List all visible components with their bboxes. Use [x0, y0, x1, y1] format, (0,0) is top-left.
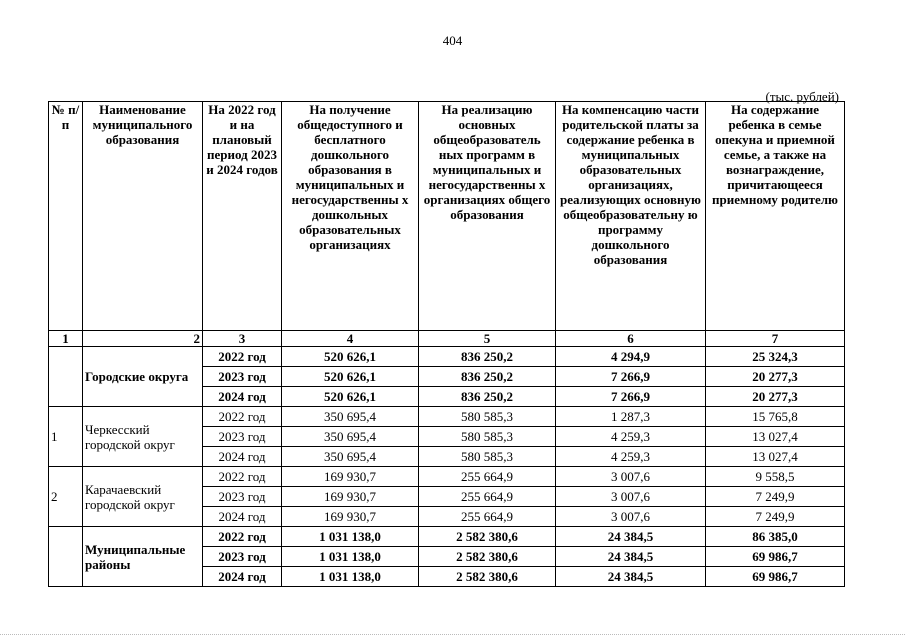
value-cell-c6: 3 007,6 — [556, 487, 706, 507]
value-cell-c6: 4 259,3 — [556, 447, 706, 467]
value-cell-c6: 4 294,9 — [556, 347, 706, 367]
units-caption: (тыс. рублей) — [765, 89, 839, 104]
value-cell-c6: 24 384,5 — [556, 547, 706, 567]
header-municipality: Наименование муниципального образования — [83, 102, 203, 331]
value-cell-c5: 255 664,9 — [419, 467, 556, 487]
header-compensation: На компенсацию части родительской платы за содержание ребенка в муниципальных образовательных организациях, реализующих основную общеобразовательну ю программу дошкольного образования — [556, 102, 706, 331]
value-cell-c7: 20 277,3 — [706, 387, 845, 407]
column-number-row — [49, 331, 845, 347]
value-cell-c5: 2 582 380,6 — [419, 567, 556, 587]
year-cell: 2022 год — [203, 407, 282, 427]
value-cell-c5: 836 250,2 — [419, 387, 556, 407]
municipality-name: Муниципальные районы — [83, 527, 203, 587]
value-cell-c7: 25 324,3 — [706, 347, 845, 367]
value-cell-c5: 580 585,3 — [419, 407, 556, 427]
value-cell-c7: 69 986,7 — [706, 567, 845, 587]
row-index — [49, 527, 83, 587]
value-cell-c6: 4 259,3 — [556, 427, 706, 447]
year-cell: 2022 год — [203, 467, 282, 487]
scan-edge-line — [0, 634, 905, 635]
value-cell-c6: 24 384,5 — [556, 567, 706, 587]
year-cell: 2023 год — [203, 367, 282, 387]
year-cell: 2024 год — [203, 507, 282, 527]
value-cell-c4: 350 695,4 — [282, 407, 419, 427]
header-guardian-care: На содержание ребенка в семье опекуна и приемной семье, а также на вознаграждение, причитающееся приемному родителю — [706, 102, 845, 331]
column-number: 4 — [282, 331, 419, 347]
header-row — [49, 102, 845, 331]
table-row — [49, 407, 845, 427]
column-number: 6 — [556, 331, 706, 347]
value-cell-c4: 169 930,7 — [282, 507, 419, 527]
value-cell-c5: 2 582 380,6 — [419, 527, 556, 547]
value-cell-c5: 2 582 380,6 — [419, 547, 556, 567]
column-number: 3 — [203, 331, 282, 347]
row-index — [49, 347, 83, 407]
row-index: 1 — [49, 407, 83, 467]
value-cell-c4: 169 930,7 — [282, 487, 419, 507]
year-cell: 2023 год — [203, 487, 282, 507]
value-cell-c6: 24 384,5 — [556, 527, 706, 547]
value-cell-c7: 7 249,9 — [706, 507, 845, 527]
value-cell-c6: 7 266,9 — [556, 387, 706, 407]
budget-table — [48, 101, 845, 587]
year-cell: 2022 год — [203, 347, 282, 367]
year-cell: 2024 год — [203, 387, 282, 407]
value-cell-c5: 255 664,9 — [419, 507, 556, 527]
value-cell-c4: 520 626,1 — [282, 367, 419, 387]
value-cell-c7: 13 027,4 — [706, 447, 845, 467]
value-cell-c6: 1 287,3 — [556, 407, 706, 427]
value-cell-c4: 520 626,1 — [282, 387, 419, 407]
value-cell-c4: 520 626,1 — [282, 347, 419, 367]
value-cell-c7: 7 249,9 — [706, 487, 845, 507]
municipality-name: Черкесский городской округ — [83, 407, 203, 467]
municipality-name: Городские округа — [83, 347, 203, 407]
column-number: 7 — [706, 331, 845, 347]
header-general-education: На реализацию основных общеобразователь ных программ в муниципальных и негосударственны х организациях общего образования — [419, 102, 556, 331]
value-cell-c4: 1 031 138,0 — [282, 547, 419, 567]
value-cell-c7: 9 558,5 — [706, 467, 845, 487]
value-cell-c4: 1 031 138,0 — [282, 527, 419, 547]
header-period: На 2022 год и на плановый период 2023 и 2024 годов — [203, 102, 282, 331]
value-cell-c6: 7 266,9 — [556, 367, 706, 387]
table-row — [49, 467, 845, 487]
column-number: 1 — [49, 331, 83, 347]
municipality-name: Карачаевский городской округ — [83, 467, 203, 527]
value-cell-c5: 836 250,2 — [419, 347, 556, 367]
header-number: № п/п — [49, 102, 83, 331]
value-cell-c5: 255 664,9 — [419, 487, 556, 507]
row-index: 2 — [49, 467, 83, 527]
value-cell-c7: 15 765,8 — [706, 407, 845, 427]
column-number: 5 — [419, 331, 556, 347]
value-cell-c4: 1 031 138,0 — [282, 567, 419, 587]
value-cell-c7: 86 385,0 — [706, 527, 845, 547]
table-row — [49, 527, 845, 547]
value-cell-c7: 69 986,7 — [706, 547, 845, 567]
value-cell-c6: 3 007,6 — [556, 467, 706, 487]
year-cell: 2022 год — [203, 527, 282, 547]
table-row — [49, 347, 845, 367]
value-cell-c4: 169 930,7 — [282, 467, 419, 487]
table-body — [49, 331, 845, 587]
year-cell: 2023 год — [203, 427, 282, 447]
column-number: 2 — [83, 331, 203, 347]
year-cell: 2024 год — [203, 567, 282, 587]
year-cell: 2023 год — [203, 547, 282, 567]
value-cell-c4: 350 695,4 — [282, 427, 419, 447]
page-number: 404 — [442, 33, 463, 48]
value-cell-c7: 20 277,3 — [706, 367, 845, 387]
value-cell-c5: 580 585,3 — [419, 427, 556, 447]
value-cell-c5: 580 585,3 — [419, 447, 556, 467]
value-cell-c5: 836 250,2 — [419, 367, 556, 387]
header-preschool: На получение общедоступного и бесплатного дошкольного образования в муниципальных и негосударственны х дошкольных образовательных организациях — [282, 102, 419, 331]
value-cell-c6: 3 007,6 — [556, 507, 706, 527]
value-cell-c7: 13 027,4 — [706, 427, 845, 447]
value-cell-c4: 350 695,4 — [282, 447, 419, 467]
year-cell: 2024 год — [203, 447, 282, 467]
